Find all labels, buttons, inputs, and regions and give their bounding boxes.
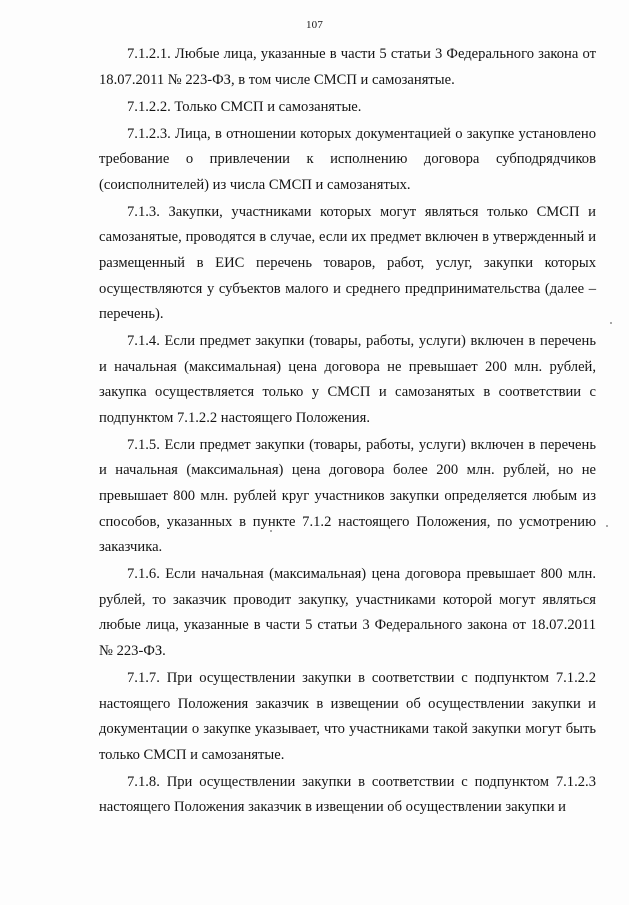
scan-speck bbox=[606, 525, 608, 527]
paragraph-7-1-6: 7.1.6. Если начальная (максимальная) цена договора превышает 800 млн. рублей, то заказчик проводит закупку, участниками которой могут являться любые лица, указанные в части 5 статьи 3 Федерального закона от 18.07.2011 № 223-ФЗ. bbox=[99, 566, 596, 659]
paragraph-7-1-4: 7.1.4. Если предмет закупки (товары, работы, услуги) включен в перечень и начальная (максимальная) цена договора не превышает 200 млн. рублей, закупка осуществляется только у СМСП и самозанятых в соответствии с подпунктом 7.1.2.2 настоящего Положения. bbox=[99, 333, 596, 426]
paragraph-7-1-5: 7.1.5. Если предмет закупки (товары, работы, услуги) включен в перечень и начальная (максимальная) цена договора более 200 млн. рублей, но не превышает 800 млн. рублей круг участников закупки определяется любым из способов, указанных в пункте 7.1.2 настоящего Положения, по усмотрению заказчика. bbox=[99, 436, 596, 556]
paragraph-7-1-3: 7.1.3. Закупки, участниками которых могут являться только СМСП и самозанятые, проводятся в случае, если их предмет включен в утвержденный и размещенный в ЕИС перечень товаров, работ, услуг, закупки которых осуществляются у субъектов малого и среднего предпринимательства (далее – перечень). bbox=[99, 203, 596, 323]
page-number: 107 bbox=[305, 19, 324, 31]
scan-speck bbox=[270, 530, 272, 532]
paragraph-7-1-2-1: 7.1.2.1. Любые лица, указанные в части 5 статьи 3 Федерального закона от 18.07.2011 № 223-ФЗ, в том числе СМСП и самозанятые. bbox=[99, 46, 596, 88]
document-body bbox=[99, 42, 596, 822]
paragraph-7-1-2-3: 7.1.2.3. Лица, в отношении которых документацией о закупке установлено требование о привлечении к исполнению договора субподрядчиков (соисполнителей) из числа СМСП и самозанятых. bbox=[99, 125, 596, 193]
paragraph-7-1-8: 7.1.8. При осуществлении закупки в соответствии с подпунктом 7.1.2.3 настоящего Положения заказчик в извещении об осуществлении закупки и bbox=[99, 773, 596, 816]
scan-speck bbox=[610, 322, 612, 324]
paragraph-7-1-2-2: 7.1.2.2. Только СМСП и самозанятые. bbox=[127, 98, 362, 115]
paragraph-7-1-7: 7.1.7. При осуществлении закупки в соответствии с подпунктом 7.1.2.2 настоящего Положения заказчик в извещении об осуществлении закупки и документации о закупке указывает, что участниками такой закупки могут быть только СМСП и самозанятые. bbox=[99, 669, 596, 763]
